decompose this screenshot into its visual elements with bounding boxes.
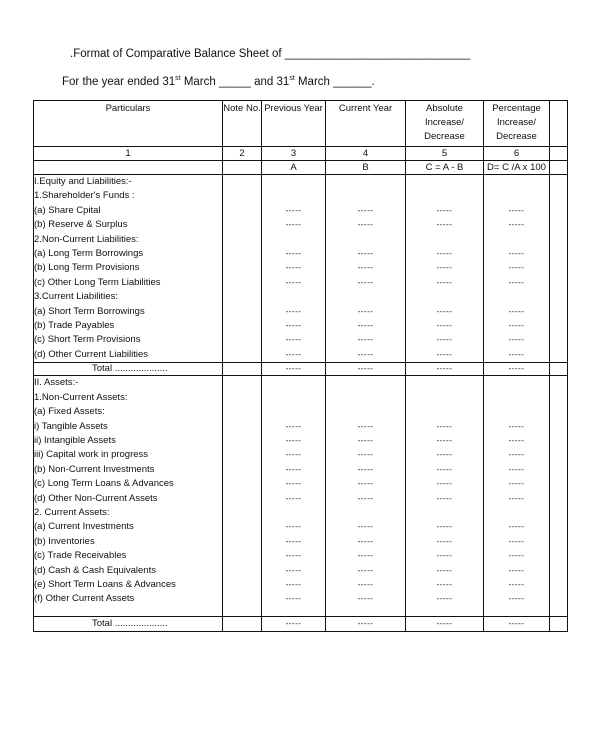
note-no-cell xyxy=(223,333,262,347)
blank-cell xyxy=(550,363,568,376)
particulars-label: i) Tangible Assets xyxy=(34,420,223,434)
absolute-change-value: ----- xyxy=(406,463,484,477)
blank-cell xyxy=(550,319,568,333)
absolute-change-value: ----- xyxy=(406,218,484,232)
previous-year-value xyxy=(262,175,326,190)
percentage-change-value xyxy=(484,506,550,520)
blank-cell xyxy=(550,448,568,462)
note-no-cell xyxy=(223,492,262,506)
previous-year-value: ----- xyxy=(262,305,326,319)
current-year-value xyxy=(326,175,406,190)
percentage-change-value: ----- xyxy=(484,535,550,549)
subtitle-sup-1: st xyxy=(175,75,181,83)
absolute-change-value: ----- xyxy=(406,348,484,363)
particulars-label: 2.Non-Current Liabilities: xyxy=(34,233,223,247)
current-year-value: ----- xyxy=(326,204,406,218)
line-item-row xyxy=(34,391,568,405)
line-item-row xyxy=(34,247,568,261)
line-item-row xyxy=(34,564,568,578)
percentage-change-value: ----- xyxy=(484,520,550,534)
blank-cell xyxy=(550,247,568,261)
particulars-label: iii) Capital work in progress xyxy=(34,448,223,462)
previous-year-value: ----- xyxy=(262,261,326,275)
previous-year-value: ----- xyxy=(262,520,326,534)
line-item-row xyxy=(34,333,568,347)
percentage-change-value xyxy=(484,376,550,391)
col-header-note-no: Note No. xyxy=(223,101,262,147)
blank-cell xyxy=(550,520,568,534)
note-no-cell xyxy=(223,434,262,448)
current-year-value: ----- xyxy=(326,578,406,592)
line-item-row xyxy=(34,305,568,319)
note-no-cell xyxy=(223,616,262,631)
previous-year-value: ----- xyxy=(262,477,326,491)
note-no-cell xyxy=(223,391,262,405)
absolute-change-value xyxy=(406,376,484,391)
col-code: D= C /A x 100 xyxy=(484,161,550,175)
current-year-value: ----- xyxy=(326,420,406,434)
blank-cell xyxy=(550,506,568,520)
line-item-row xyxy=(34,549,568,563)
balance-sheet-table xyxy=(33,100,568,632)
absolute-change-total: ----- xyxy=(406,616,484,631)
percentage-change-value: ----- xyxy=(484,434,550,448)
previous-year-value: ----- xyxy=(262,204,326,218)
spacer-cell xyxy=(484,607,550,617)
absolute-change-value: ----- xyxy=(406,592,484,606)
particulars-label: (c) Other Long Term Liabilities xyxy=(34,276,223,290)
col-code: A xyxy=(262,161,326,175)
current-year-value: ----- xyxy=(326,549,406,563)
absolute-change-value: ----- xyxy=(406,434,484,448)
current-year-value: ----- xyxy=(326,520,406,534)
blank-cell xyxy=(550,592,568,606)
percentage-change-value: ----- xyxy=(484,477,550,491)
particulars-label: 1.Shareholder's Funds : xyxy=(34,189,223,203)
line-item-row xyxy=(34,348,568,363)
line-item-row xyxy=(34,405,568,419)
note-no-cell xyxy=(223,549,262,563)
absolute-change-value: ----- xyxy=(406,204,484,218)
subtitle-sup-2: st xyxy=(289,75,295,83)
blank-cell xyxy=(550,564,568,578)
blank-cell xyxy=(550,204,568,218)
current-year-value: ----- xyxy=(326,319,406,333)
subtitle-suffix: March ______. xyxy=(294,76,375,88)
subtitle-prefix: For the year ended 31 xyxy=(62,76,176,88)
line-item-row xyxy=(34,578,568,592)
col-number: 5 xyxy=(406,147,484,161)
current-year-value: ----- xyxy=(326,463,406,477)
previous-year-value xyxy=(262,506,326,520)
note-no-cell xyxy=(223,463,262,477)
col-number: 6 xyxy=(484,147,550,161)
absolute-change-value: ----- xyxy=(406,305,484,319)
current-year-value: ----- xyxy=(326,333,406,347)
line-item-row xyxy=(34,290,568,304)
absolute-change-value: ----- xyxy=(406,535,484,549)
blank-cell xyxy=(550,535,568,549)
absolute-change-value: ----- xyxy=(406,276,484,290)
particulars-label: (f) Other Current Assets xyxy=(34,592,223,606)
particulars-label: (a) Short Term Borrowings xyxy=(34,305,223,319)
percentage-change-value: ----- xyxy=(484,276,550,290)
blank-cell xyxy=(550,405,568,419)
percentage-change-value: ----- xyxy=(484,218,550,232)
current-year-value: ----- xyxy=(326,564,406,578)
percentage-change-value: ----- xyxy=(484,492,550,506)
previous-year-value: ----- xyxy=(262,578,326,592)
note-no-cell xyxy=(223,175,262,190)
line-item-row xyxy=(34,434,568,448)
note-no-cell xyxy=(223,276,262,290)
line-item-row xyxy=(34,463,568,477)
note-no-cell xyxy=(223,578,262,592)
line-item-row xyxy=(34,204,568,218)
col-header-absolute: Absolute Increase/ Decrease xyxy=(406,101,484,147)
line-item-row xyxy=(34,506,568,520)
current-year-value: ----- xyxy=(326,348,406,363)
particulars-label: (b) Non-Current Investments xyxy=(34,463,223,477)
previous-year-value: ----- xyxy=(262,448,326,462)
line-item-row xyxy=(34,420,568,434)
percentage-change-value: ----- xyxy=(484,592,550,606)
absolute-change-value: ----- xyxy=(406,420,484,434)
percentage-change-value: ----- xyxy=(484,420,550,434)
current-year-value xyxy=(326,506,406,520)
blank-cell xyxy=(550,333,568,347)
particulars-label: (d) Cash & Cash Equivalents xyxy=(34,564,223,578)
previous-year-value xyxy=(262,290,326,304)
note-no-cell xyxy=(223,261,262,275)
spacer-cell xyxy=(262,607,326,617)
note-no-cell xyxy=(223,520,262,534)
col-code xyxy=(34,161,223,175)
blank-cell xyxy=(550,463,568,477)
absolute-change-value: ----- xyxy=(406,448,484,462)
line-item-row xyxy=(34,592,568,606)
percentage-change-value: ----- xyxy=(484,247,550,261)
percentage-change-value: ----- xyxy=(484,204,550,218)
current-year-value: ----- xyxy=(326,592,406,606)
col-header-blank xyxy=(550,101,568,147)
percentage-change-value: ----- xyxy=(484,305,550,319)
note-no-cell xyxy=(223,305,262,319)
note-no-cell xyxy=(223,477,262,491)
previous-year-value: ----- xyxy=(262,276,326,290)
col-code xyxy=(223,161,262,175)
blank-cell xyxy=(550,233,568,247)
section-heading-row xyxy=(34,175,568,190)
blank-cell xyxy=(550,218,568,232)
particulars-label: (c) Long Term Loans & Advances xyxy=(34,477,223,491)
total-label: Total .................... xyxy=(34,363,223,376)
note-no-cell xyxy=(223,535,262,549)
percentage-change-value xyxy=(484,290,550,304)
previous-year-value: ----- xyxy=(262,420,326,434)
blank-cell xyxy=(550,261,568,275)
header-row xyxy=(34,101,568,147)
particulars-label: (a) Long Term Borrowings xyxy=(34,247,223,261)
previous-year-value xyxy=(262,405,326,419)
note-no-cell xyxy=(223,247,262,261)
spacer-cell xyxy=(406,607,484,617)
spacer-cell xyxy=(34,607,223,617)
blank-cell xyxy=(550,616,568,631)
blank-cell xyxy=(550,175,568,190)
current-year-value xyxy=(326,405,406,419)
line-item-row xyxy=(34,520,568,534)
col-number-blank xyxy=(550,147,568,161)
current-year-total: ----- xyxy=(326,363,406,376)
blank-cell xyxy=(550,434,568,448)
column-code-row xyxy=(34,161,568,175)
line-item-row xyxy=(34,218,568,232)
absolute-change-value xyxy=(406,290,484,304)
particulars-label: 1.Non-Current Assets: xyxy=(34,391,223,405)
col-number: 4 xyxy=(326,147,406,161)
current-year-value: ----- xyxy=(326,434,406,448)
previous-year-total: ----- xyxy=(262,363,326,376)
line-item-row xyxy=(34,492,568,506)
total-label: Total .................... xyxy=(34,616,223,631)
note-no-cell xyxy=(223,405,262,419)
note-no-cell xyxy=(223,204,262,218)
particulars-label: (b) Inventories xyxy=(34,535,223,549)
particulars-label: ii) Intangible Assets xyxy=(34,434,223,448)
absolute-change-value: ----- xyxy=(406,520,484,534)
absolute-change-value: ----- xyxy=(406,578,484,592)
col-header-previous-year: Previous Year xyxy=(262,101,326,147)
percentage-change-value xyxy=(484,189,550,203)
previous-year-value xyxy=(262,391,326,405)
previous-year-value: ----- xyxy=(262,492,326,506)
note-no-cell xyxy=(223,376,262,391)
blank-cell xyxy=(550,290,568,304)
current-year-value: ----- xyxy=(326,448,406,462)
blank-cell xyxy=(550,477,568,491)
current-year-value: ----- xyxy=(326,305,406,319)
absolute-change-total: ----- xyxy=(406,363,484,376)
blank-cell xyxy=(550,391,568,405)
document-title: .Format of Comparative Balance Sheet of _____________________________ xyxy=(70,48,471,60)
note-no-cell xyxy=(223,420,262,434)
subtitle-middle: March _____ and 31 xyxy=(180,76,290,88)
note-no-cell xyxy=(223,564,262,578)
previous-year-value: ----- xyxy=(262,535,326,549)
particulars-label: (c) Trade Receivables xyxy=(34,549,223,563)
percentage-change-value: ----- xyxy=(484,348,550,363)
previous-year-value: ----- xyxy=(262,348,326,363)
blank-cell xyxy=(550,376,568,391)
line-item-row xyxy=(34,535,568,549)
col-header-current-year: Current Year xyxy=(326,101,406,147)
blank-cell xyxy=(550,348,568,363)
blank-cell xyxy=(550,276,568,290)
particulars-label: (d) Other Current Liabilities xyxy=(34,348,223,363)
previous-year-value xyxy=(262,376,326,391)
col-number: 3 xyxy=(262,147,326,161)
absolute-change-value xyxy=(406,506,484,520)
percentage-change-total: ----- xyxy=(484,616,550,631)
note-no-cell xyxy=(223,592,262,606)
col-header-percentage: Percentage Increase/ Decrease xyxy=(484,101,550,147)
previous-year-total: ----- xyxy=(262,616,326,631)
document-subtitle xyxy=(62,76,375,88)
percentage-change-value: ----- xyxy=(484,448,550,462)
current-year-value xyxy=(326,376,406,391)
note-no-cell xyxy=(223,218,262,232)
current-year-value: ----- xyxy=(326,218,406,232)
note-no-cell xyxy=(223,448,262,462)
note-no-cell xyxy=(223,506,262,520)
particulars-label: (b) Long Term Provisions xyxy=(34,261,223,275)
col-code: B xyxy=(326,161,406,175)
percentage-change-total: ----- xyxy=(484,363,550,376)
current-year-value: ----- xyxy=(326,261,406,275)
col-number: 2 xyxy=(223,147,262,161)
previous-year-value: ----- xyxy=(262,592,326,606)
absolute-change-value: ----- xyxy=(406,549,484,563)
previous-year-value: ----- xyxy=(262,564,326,578)
note-no-cell xyxy=(223,319,262,333)
blank-cell xyxy=(550,578,568,592)
percentage-change-value: ----- xyxy=(484,549,550,563)
current-year-value: ----- xyxy=(326,276,406,290)
absolute-change-value: ----- xyxy=(406,477,484,491)
note-no-cell xyxy=(223,233,262,247)
particulars-label: I.Equity and Liabilities:- xyxy=(34,175,223,190)
spacer-cell xyxy=(223,607,262,617)
absolute-change-value: ----- xyxy=(406,261,484,275)
particulars-label: (e) Short Term Loans & Advances xyxy=(34,578,223,592)
percentage-change-value: ----- xyxy=(484,261,550,275)
previous-year-value: ----- xyxy=(262,247,326,261)
absolute-change-value xyxy=(406,233,484,247)
section1-total-row xyxy=(34,363,568,376)
current-year-value xyxy=(326,290,406,304)
section-heading-row xyxy=(34,376,568,391)
percentage-change-value: ----- xyxy=(484,564,550,578)
col-code: C = A - B xyxy=(406,161,484,175)
blank-cell xyxy=(550,492,568,506)
previous-year-value xyxy=(262,189,326,203)
current-year-value: ----- xyxy=(326,492,406,506)
blank-cell xyxy=(550,305,568,319)
particulars-label: (d) Other Non-Current Assets xyxy=(34,492,223,506)
particulars-label: 3.Current Liabilities: xyxy=(34,290,223,304)
particulars-label: (a) Fixed Assets: xyxy=(34,405,223,419)
current-year-value: ----- xyxy=(326,535,406,549)
percentage-change-value xyxy=(484,405,550,419)
col-header-particulars: Particulars xyxy=(34,101,223,147)
absolute-change-value xyxy=(406,189,484,203)
previous-year-value: ----- xyxy=(262,434,326,448)
current-year-value xyxy=(326,189,406,203)
current-year-value: ----- xyxy=(326,477,406,491)
previous-year-value: ----- xyxy=(262,319,326,333)
line-item-row xyxy=(34,319,568,333)
section2-total-row xyxy=(34,616,568,631)
absolute-change-value xyxy=(406,405,484,419)
particulars-label: 2. Current Assets: xyxy=(34,506,223,520)
line-item-row xyxy=(34,276,568,290)
col-code-blank xyxy=(550,161,568,175)
line-item-row xyxy=(34,477,568,491)
percentage-change-value: ----- xyxy=(484,319,550,333)
particulars-label: (b) Reserve & Surplus xyxy=(34,218,223,232)
current-year-value xyxy=(326,391,406,405)
note-no-cell xyxy=(223,348,262,363)
current-year-value: ----- xyxy=(326,247,406,261)
line-item-row xyxy=(34,261,568,275)
current-year-value xyxy=(326,233,406,247)
blank-cell xyxy=(550,420,568,434)
particulars-label: (b) Trade Payables xyxy=(34,319,223,333)
previous-year-value: ----- xyxy=(262,549,326,563)
col-number: 1 xyxy=(34,147,223,161)
blank-cell xyxy=(550,549,568,563)
particulars-label: (a) Current Investments xyxy=(34,520,223,534)
spacer-cell xyxy=(550,607,568,617)
note-no-cell xyxy=(223,363,262,376)
absolute-change-value xyxy=(406,175,484,190)
absolute-change-value: ----- xyxy=(406,247,484,261)
line-item-row xyxy=(34,233,568,247)
previous-year-value xyxy=(262,233,326,247)
absolute-change-value: ----- xyxy=(406,333,484,347)
note-no-cell xyxy=(223,189,262,203)
spacer-cell xyxy=(326,607,406,617)
previous-year-value: ----- xyxy=(262,463,326,477)
particulars-label: (a) Share Cpital xyxy=(34,204,223,218)
percentage-change-value: ----- xyxy=(484,333,550,347)
percentage-change-value xyxy=(484,233,550,247)
spacer-row xyxy=(34,607,568,617)
absolute-change-value: ----- xyxy=(406,492,484,506)
percentage-change-value xyxy=(484,391,550,405)
particulars-label: (c) Short Term Provisions xyxy=(34,333,223,347)
previous-year-value: ----- xyxy=(262,333,326,347)
percentage-change-value: ----- xyxy=(484,578,550,592)
absolute-change-value: ----- xyxy=(406,564,484,578)
previous-year-value: ----- xyxy=(262,218,326,232)
percentage-change-value: ----- xyxy=(484,463,550,477)
current-year-total: ----- xyxy=(326,616,406,631)
absolute-change-value: ----- xyxy=(406,319,484,333)
percentage-change-value xyxy=(484,175,550,190)
line-item-row xyxy=(34,448,568,462)
blank-cell xyxy=(550,189,568,203)
absolute-change-value xyxy=(406,391,484,405)
column-number-row xyxy=(34,147,568,161)
note-no-cell xyxy=(223,290,262,304)
line-item-row xyxy=(34,189,568,203)
particulars-label: II. Assets:- xyxy=(34,376,223,391)
